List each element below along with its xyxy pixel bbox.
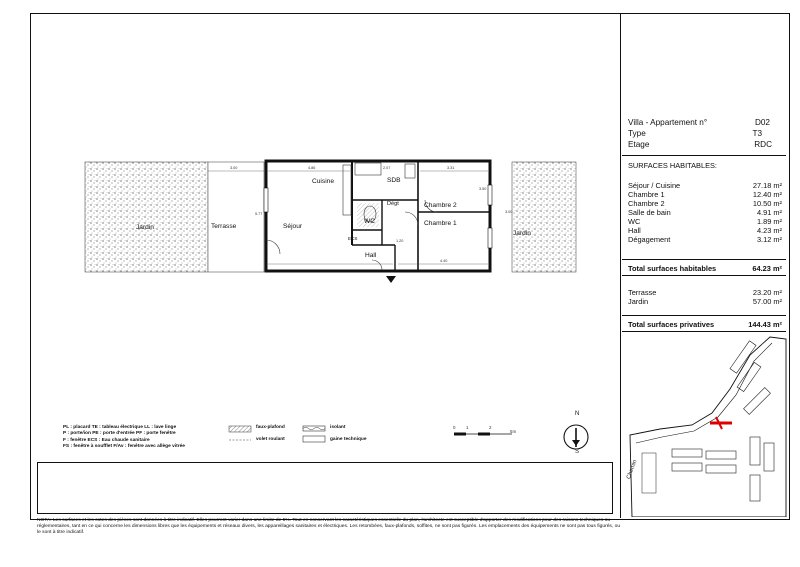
site-map — [622, 333, 788, 517]
apartment-type-label: Type — [628, 129, 646, 138]
scale-bar — [452, 428, 516, 440]
dim-7: 4.40 — [440, 259, 448, 263]
label-ecs: ECS — [348, 236, 358, 241]
legend-faux-plafond: faux-plafond — [256, 425, 285, 430]
scale-2: 2 — [489, 425, 492, 430]
label-jardin-left: Jardin — [136, 224, 154, 231]
room-row — [628, 199, 782, 208]
label-chambre1: Chambre 1 — [424, 220, 457, 227]
north-label: N — [575, 411, 580, 417]
entry-marker — [386, 276, 396, 283]
room-area: 10.50 m² — [752, 199, 782, 208]
dim-9: 3.00 — [505, 210, 513, 214]
dim-8: 3.50 — [479, 187, 487, 191]
dim-3: 2.07 — [383, 166, 391, 170]
exterior-name: Terrasse — [628, 288, 657, 297]
room-area: 1.89 m² — [756, 217, 782, 226]
label-hall: Hall — [365, 252, 377, 259]
room-name: Séjour / Cuisine — [628, 181, 681, 190]
dim-6: 1.20 — [396, 239, 404, 243]
room-name: Chambre 2 — [628, 199, 665, 208]
room-name: Salle de bain — [628, 208, 671, 217]
label-chambre2: Chambre 2 — [424, 202, 457, 209]
dim-4: 3.31 — [447, 166, 455, 170]
legend-volet-roulant: volet roulant — [256, 437, 285, 442]
room-row — [628, 226, 782, 235]
room-area: 4.91 m² — [756, 208, 782, 217]
room-area: 27.18 m² — [752, 181, 782, 190]
legend-line: FS : fenêtre à soufflet F/Av : fenêtre avec allège vitrée — [63, 444, 185, 450]
dim-5: 5.77 — [255, 212, 263, 216]
apartment-floor-label: Etage — [628, 140, 650, 149]
total-habitable-value: 64.23 m² — [752, 264, 782, 273]
room-row — [628, 190, 782, 199]
divider — [622, 155, 786, 156]
legend-line: PL : placard TE : tableau électrique LL : lave linge — [63, 425, 177, 430]
apartment-ref-row — [628, 118, 782, 128]
dim-2: 4.86 — [308, 166, 316, 170]
label-terrasse: Terrasse — [211, 223, 237, 230]
room-name: Chambre 1 — [628, 190, 665, 199]
exterior-row — [628, 288, 782, 297]
scale-1: 1 — [466, 425, 469, 430]
label-sdb: SDB — [387, 177, 401, 184]
label-wc: WC — [364, 218, 375, 225]
room-area: 3.12 m² — [756, 235, 782, 244]
divider — [622, 331, 786, 332]
legal-note: NOTA: Les surfaces et les cotes des pièces sont données à titre indicatif. Elles pourront varier dans une limite de 5%. Tout en conservant les caractéristiques essentielle du plan, l'architecte est susceptible d'apporter des modifications pour des raisons techniques ou réglementaires, tant en ce qui concerne les dimensions libres que les équipements et réseaux divers, les appareillages sanitaires et électriques. Les retombées, faux-plafonds, soffites, ne sont pas figurés. Les emplacements des équipements ne sont pas tous figurés, ou le sont à titre indicatif. — [37, 518, 621, 536]
label-sejour: Séjour — [283, 223, 303, 230]
label-cuisine: Cuisine — [312, 178, 334, 185]
apartment-floor-value: RDC — [754, 140, 772, 149]
scale-0: 0 — [453, 425, 456, 430]
exterior-area: 23.20 m² — [752, 288, 782, 297]
dim-1: 3.00 — [230, 166, 238, 170]
legend-isolant: isolant — [330, 425, 346, 430]
apartment-type-value: T3 — [752, 129, 762, 138]
exterior-name: Jardin — [628, 297, 649, 306]
room-row — [628, 181, 782, 190]
room-row — [628, 208, 782, 217]
room-name: Hall — [628, 226, 641, 235]
total-private-row — [628, 320, 782, 329]
legend-line: F : fenêtre ECS : Eau chaude sanitaire — [63, 437, 150, 443]
garden-right — [512, 162, 576, 272]
room-name: WC — [628, 217, 641, 226]
total-habitable-label: Total surfaces habitables — [628, 264, 717, 273]
room-name: Dégagement — [628, 235, 671, 244]
divider — [622, 259, 786, 260]
room-area: 4.23 m² — [756, 226, 782, 235]
street-label: Chemin — [626, 459, 639, 481]
exterior-row — [628, 297, 782, 306]
room-area: 12.40 m² — [752, 190, 782, 199]
label-jardin-right: Jardin — [513, 230, 531, 237]
notes-box — [37, 462, 613, 514]
apartment-ref-label: Villa - Appartement n° — [628, 118, 708, 127]
divider — [622, 275, 786, 276]
room-row — [628, 217, 782, 226]
terrace — [208, 162, 264, 272]
legend-abbreviations — [63, 425, 185, 451]
legend-line: P : porte/ion PE : porte d'entrée PF : porte fenêtre — [63, 431, 176, 437]
legend-gaine-technique: gaine technique — [330, 437, 367, 442]
apartment-type-row — [628, 129, 782, 139]
room-row — [628, 235, 782, 244]
divider — [622, 315, 786, 316]
south-label: S — [575, 449, 580, 455]
apartment-floor-row — [628, 140, 782, 150]
apartment-ref-value: D02 — [754, 118, 770, 127]
exterior-area: 57.00 m² — [752, 297, 782, 306]
scale-5m: 5m — [510, 429, 517, 434]
garden-left — [85, 162, 208, 272]
total-private-value: 144.43 m² — [748, 320, 782, 329]
label-degt: Dégt — [387, 201, 399, 207]
surfaces-heading: SURFACES HABITABLES: — [628, 161, 717, 170]
total-private-label: Total surfaces privatives — [628, 320, 715, 329]
total-habitable-row — [628, 264, 782, 273]
